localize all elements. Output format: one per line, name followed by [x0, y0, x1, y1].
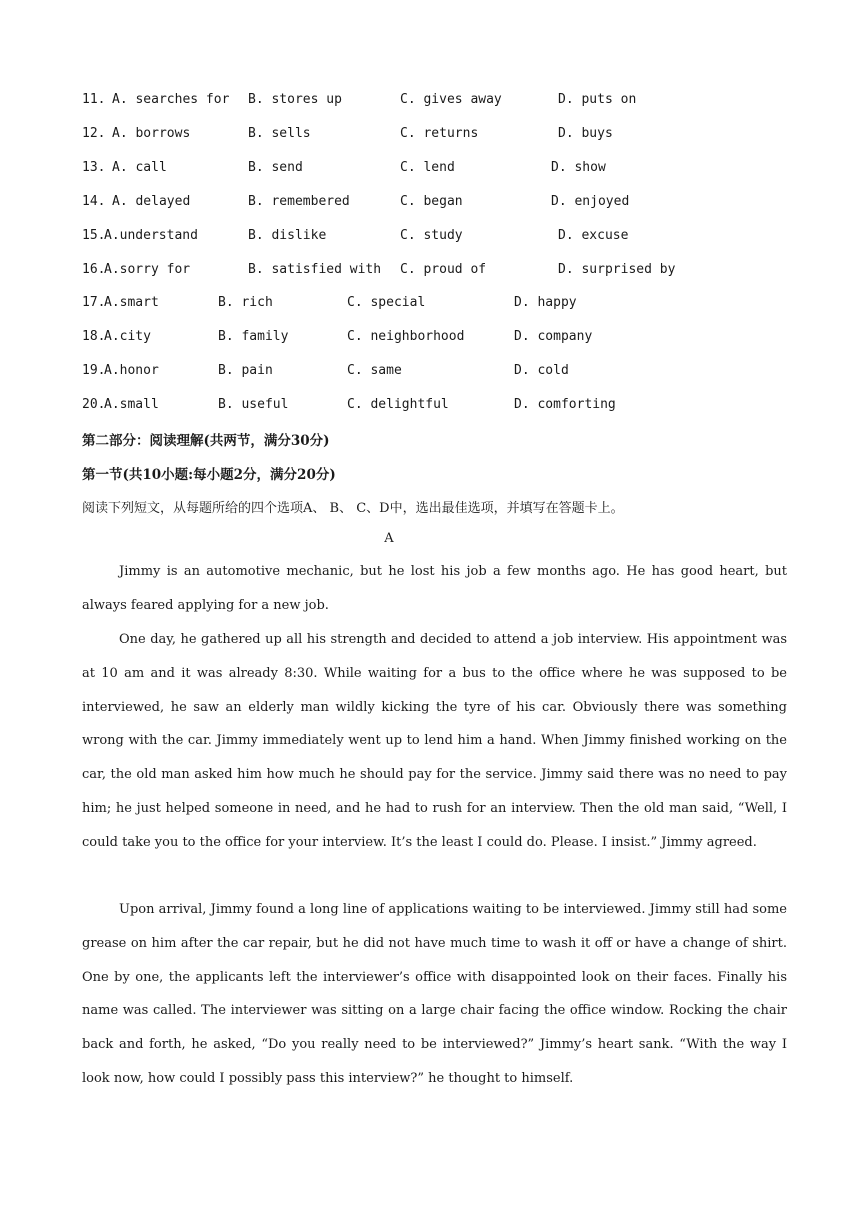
option-c: C. same [347, 363, 402, 378]
option-b: B. remembered [248, 194, 350, 209]
option-d: D. cold [514, 363, 569, 378]
option-b: B. dislike [248, 228, 327, 243]
passage-label: A [384, 531, 394, 546]
option-c: C. gives away [400, 92, 502, 107]
option-b: B. rich [218, 295, 273, 310]
option-c: C. delightful [347, 397, 449, 412]
option-c: C. study [400, 228, 463, 243]
option-b: B. sells [248, 126, 311, 141]
option-c: C. began [400, 194, 463, 209]
option-a: A.city [104, 329, 151, 344]
passage-paragraph-1: Jimmy is an automotive mechanic, but he lost his job a few months ago. He has good heart, but always feared applying for a new job. [82, 564, 787, 613]
option-d: D. comforting [514, 397, 616, 412]
option-a: A.small [104, 397, 159, 412]
option-c: C. neighborhood [347, 329, 465, 344]
question-number: 15. [82, 228, 106, 243]
option-b: B. useful [218, 397, 289, 412]
option-c: C. lend [400, 160, 455, 175]
option-c: C. returns [400, 126, 479, 141]
option-a: A. searches for [112, 92, 230, 107]
option-b: B. stores up [248, 92, 342, 107]
option-a: A. delayed [112, 194, 191, 209]
option-a: A.understand [104, 228, 198, 243]
option-d: D. puts on [558, 92, 637, 107]
option-c: C. special [347, 295, 426, 310]
question-number: 19. [82, 363, 106, 378]
option-d: D. buys [558, 126, 613, 141]
option-b: B. send [248, 160, 303, 175]
question-number: 18. [82, 329, 106, 344]
option-d: D. excuse [558, 228, 629, 243]
option-c: C. proud of [400, 262, 487, 277]
option-a: A. borrows [112, 126, 191, 141]
passage-paragraph-3: Upon arrival, Jimmy found a long line of applications waiting to be interviewed. Jimmy still had some grease on him after the car repair, but he did not have much time to wash it off or have a change of shirt. One by one, the applicants left the interviewer’s office with disappointed look on their faces. Finally his name was called. The interviewer was sitting on a large chair facing the office window. Rocking the chair back and forth, he asked, “Do you really need to be interviewed?” Jimmy’s heart sank. “With the way I look now, how could I possibly pass this interview?” he thought to himself. [82, 902, 787, 1086]
instructions: 阅读下列短文，从每题所给的四个选项A、 B、 C、D中，选出最佳选项，并填写在答题卡上。 [82, 501, 624, 516]
question-number: 13. [82, 160, 106, 175]
option-b: B. family [218, 329, 289, 344]
option-d: D. happy [514, 295, 577, 310]
section-1-heading: 第一节(共10小题:每小题2分，满分20分) [82, 467, 336, 483]
option-d: D. show [551, 160, 606, 175]
option-a: A.smart [104, 295, 159, 310]
option-a: A.honor [104, 363, 159, 378]
option-a: A. call [112, 160, 167, 175]
question-number: 12. [82, 126, 106, 141]
question-number: 20. [82, 397, 106, 412]
option-b: B. pain [218, 363, 273, 378]
question-number: 16. [82, 262, 106, 277]
option-d: D. surprised by [558, 262, 676, 277]
option-b: B. satisfied with [248, 262, 382, 277]
question-number: 14. [82, 194, 106, 209]
option-a: A.sorry for [104, 262, 191, 277]
question-number: 17. [82, 295, 106, 310]
passage-paragraph-2: One day, he gathered up all his strength and decided to attend a job interview. His appointment was at 10 am and it was already 8:30. While waiting for a bus to the office where he was supposed to be interviewed, he saw an elderly man wildly kicking the tyre of his car. Obviously there was something wrong with the car. Jimmy immediately went up to lend him a hand. When Jimmy finished working on the car, the old man asked him how much he should pay for the service. Jimmy said there was no need to pay him; he just helped someone in need, and he had to rush for an interview. Then the old man said, “Well, I could take you to the office for your interview. It’s the least I could do. Please. I insist.” Jimmy agreed. [82, 632, 787, 850]
section-2-heading: 第二部分：阅读理解(共两节，满分30分) [82, 433, 330, 449]
question-number: 11. [82, 92, 106, 107]
option-d: D. company [514, 329, 593, 344]
option-d: D. enjoyed [551, 194, 630, 209]
